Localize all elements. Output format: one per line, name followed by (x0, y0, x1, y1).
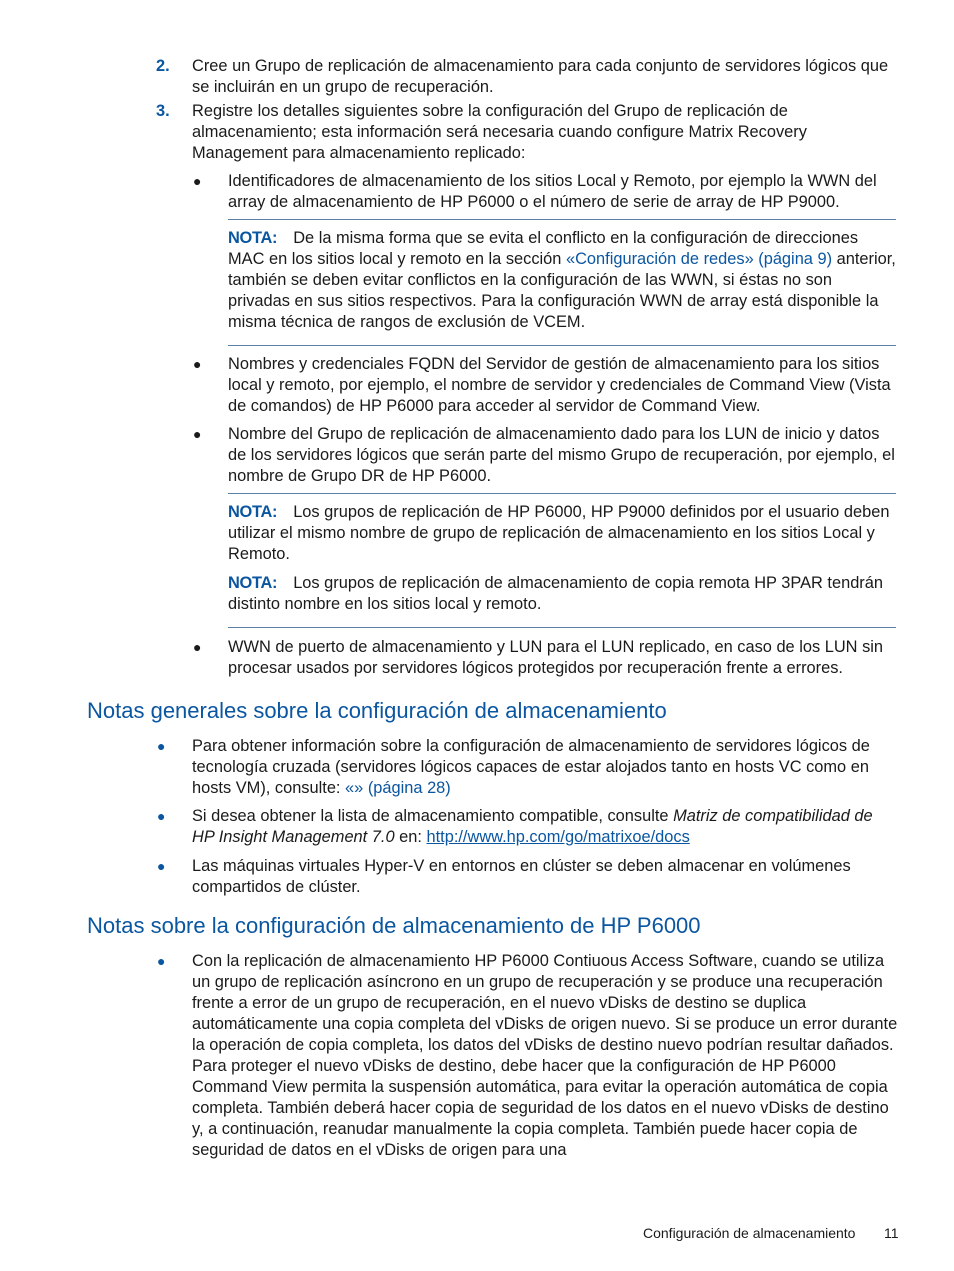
section-heading: Notas sobre la configuración de almacenamiento de HP P6000 (87, 913, 701, 938)
step-text: Registre los detalles siguientes sobre la configuración del Grupo de replicación de almacenamiento; esta información será necesaria cuando configure Matrix Recovery Management para almacenamiento replicado: (192, 102, 807, 162)
bullet-icon: ● (193, 356, 202, 372)
note-paragraph (228, 573, 896, 615)
note-paragraph (228, 228, 896, 333)
step-text: Cree un Grupo de replicación de almacenamiento para cada conjunto de servidores lógicos que se incluirán en un grupo de recuperación. (192, 57, 889, 96)
document-title: Matriz de compatibilidad de HP Insight Management 7.0 (192, 807, 873, 846)
page-link[interactable]: «» (página 28) (345, 779, 451, 797)
note-box (228, 493, 896, 628)
step-number: 2. (156, 57, 170, 75)
step-number: 3. (156, 102, 170, 120)
bullet-text: Nombres y credenciales FQDN del Servidor de gestión de almacenamiento para los sitios local y remoto, por ejemplo, el nombre de servidor y credenciales de Command View (Vista de comandos) de HP P6000 para acceder al servidor de Command View. (228, 355, 891, 415)
note-label: NOTA: (228, 229, 278, 247)
bullet-icon: ● (157, 808, 166, 824)
bullet-text (192, 806, 898, 848)
note-box (228, 219, 896, 346)
bullet-text-part: Si desea obtener la lista de almacenamiento compatible, consulte (192, 807, 674, 825)
note-label: NOTA: (228, 574, 278, 592)
bullet-icon: ● (193, 173, 202, 189)
bullet-text: Las máquinas virtuales Hyper-V en entornos en clúster se deben almacenar en volúmenes compartidos de clúster. (192, 857, 851, 896)
bullet-icon: ● (157, 953, 166, 969)
bullet-text: Nombre del Grupo de replicación de almacenamiento dado para los LUN de inicio y datos de los servidores lógicos que serán parte del mismo Grupo de recuperación, por ejemplo, el nombre de Grupo DR de HP P6000. (228, 425, 895, 485)
note-text: De la misma forma que se evita el conflicto en la configuración de direcciones MAC en los sitios local y remoto en la sección (228, 229, 859, 268)
note-text: anterior, también se deben evitar conflictos en la configuración de las WWN, si éstas no son privadas en sus sitios respectivos. Para la configuración WWN de array está disponible la misma técnica de rangos de exclusión de VCEM. (228, 250, 896, 331)
bullet-icon: ● (193, 426, 202, 442)
note-text: Los grupos de replicación de HP P6000, HP P9000 definidos por el usuario deben utilizar el mismo nombre de grupo de replicación de almacenamiento en los sitios Local y Remoto. (228, 503, 890, 563)
url-link[interactable]: http://www.hp.com/go/matrixoe/docs (426, 828, 690, 846)
bullet-text-part: en: (394, 828, 427, 846)
bullet-text (192, 736, 898, 799)
note-paragraph (228, 502, 896, 565)
section-link[interactable]: «Configuración de redes» (página 9) (565, 250, 833, 268)
note-text: Los grupos de replicación de almacenamiento de copia remota HP 3PAR tendrán distinto nombre en los sitios local y remoto. (228, 574, 883, 613)
footer-title: Configuración de almacenamiento (643, 1225, 856, 1241)
page-number: 11 (884, 1225, 899, 1241)
bullet-text: Identificadores de almacenamiento de los sitios Local y Remoto, por ejemplo la WWN del array de almacenamiento de HP P6000 o el número de serie de array de HP P9000. (228, 172, 877, 211)
bullet-icon: ● (157, 858, 166, 874)
note-label: NOTA: (228, 503, 278, 521)
section-heading: Notas generales sobre la configuración de almacenamiento (87, 698, 667, 723)
bullet-icon: ● (193, 639, 202, 655)
bullet-text: WWN de puerto de almacenamiento y LUN para el LUN replicado, en caso de los LUN sin procesar usados por servidores lógicos protegidos por recuperación frente a errores. (228, 638, 884, 677)
bullet-text: Con la replicación de almacenamiento HP P6000 Contiuous Access Software, cuando se utiliza un grupo de replicación asíncrono en un grupo de recuperación y se produce una recuperación frente a error de un grupo de recuperación, en el nuevo vDisks de destino se duplica automáticamente una copia completa del vDisks de origen nuevo. Si se produce un error durante la operación de copia completa, los datos del vDisks de destino nuevo podrían resultar dañados. Para proteger el nuevo vDisks de destino, debe hacer que la configuración de HP P6000 Command View permita la suspensión automática, para evitar la operación automática de copia completa. También deberá hacer copia de seguridad de los datos en el nuevo vDisks de destino y, a continuación, reanudar manualmente la copia completa. También puede hacer copia de seguridad de datos en el vDisks de origen para una (192, 952, 898, 1159)
bullet-text-part: Para obtener información sobre la configuración de almacenamiento de servidores lógicos de tecnología cruzada (servidores lógicos capaces de estar alojados tanto en hosts VC como en hosts VM), consulte: (192, 737, 870, 797)
bullet-icon: ● (157, 738, 166, 754)
